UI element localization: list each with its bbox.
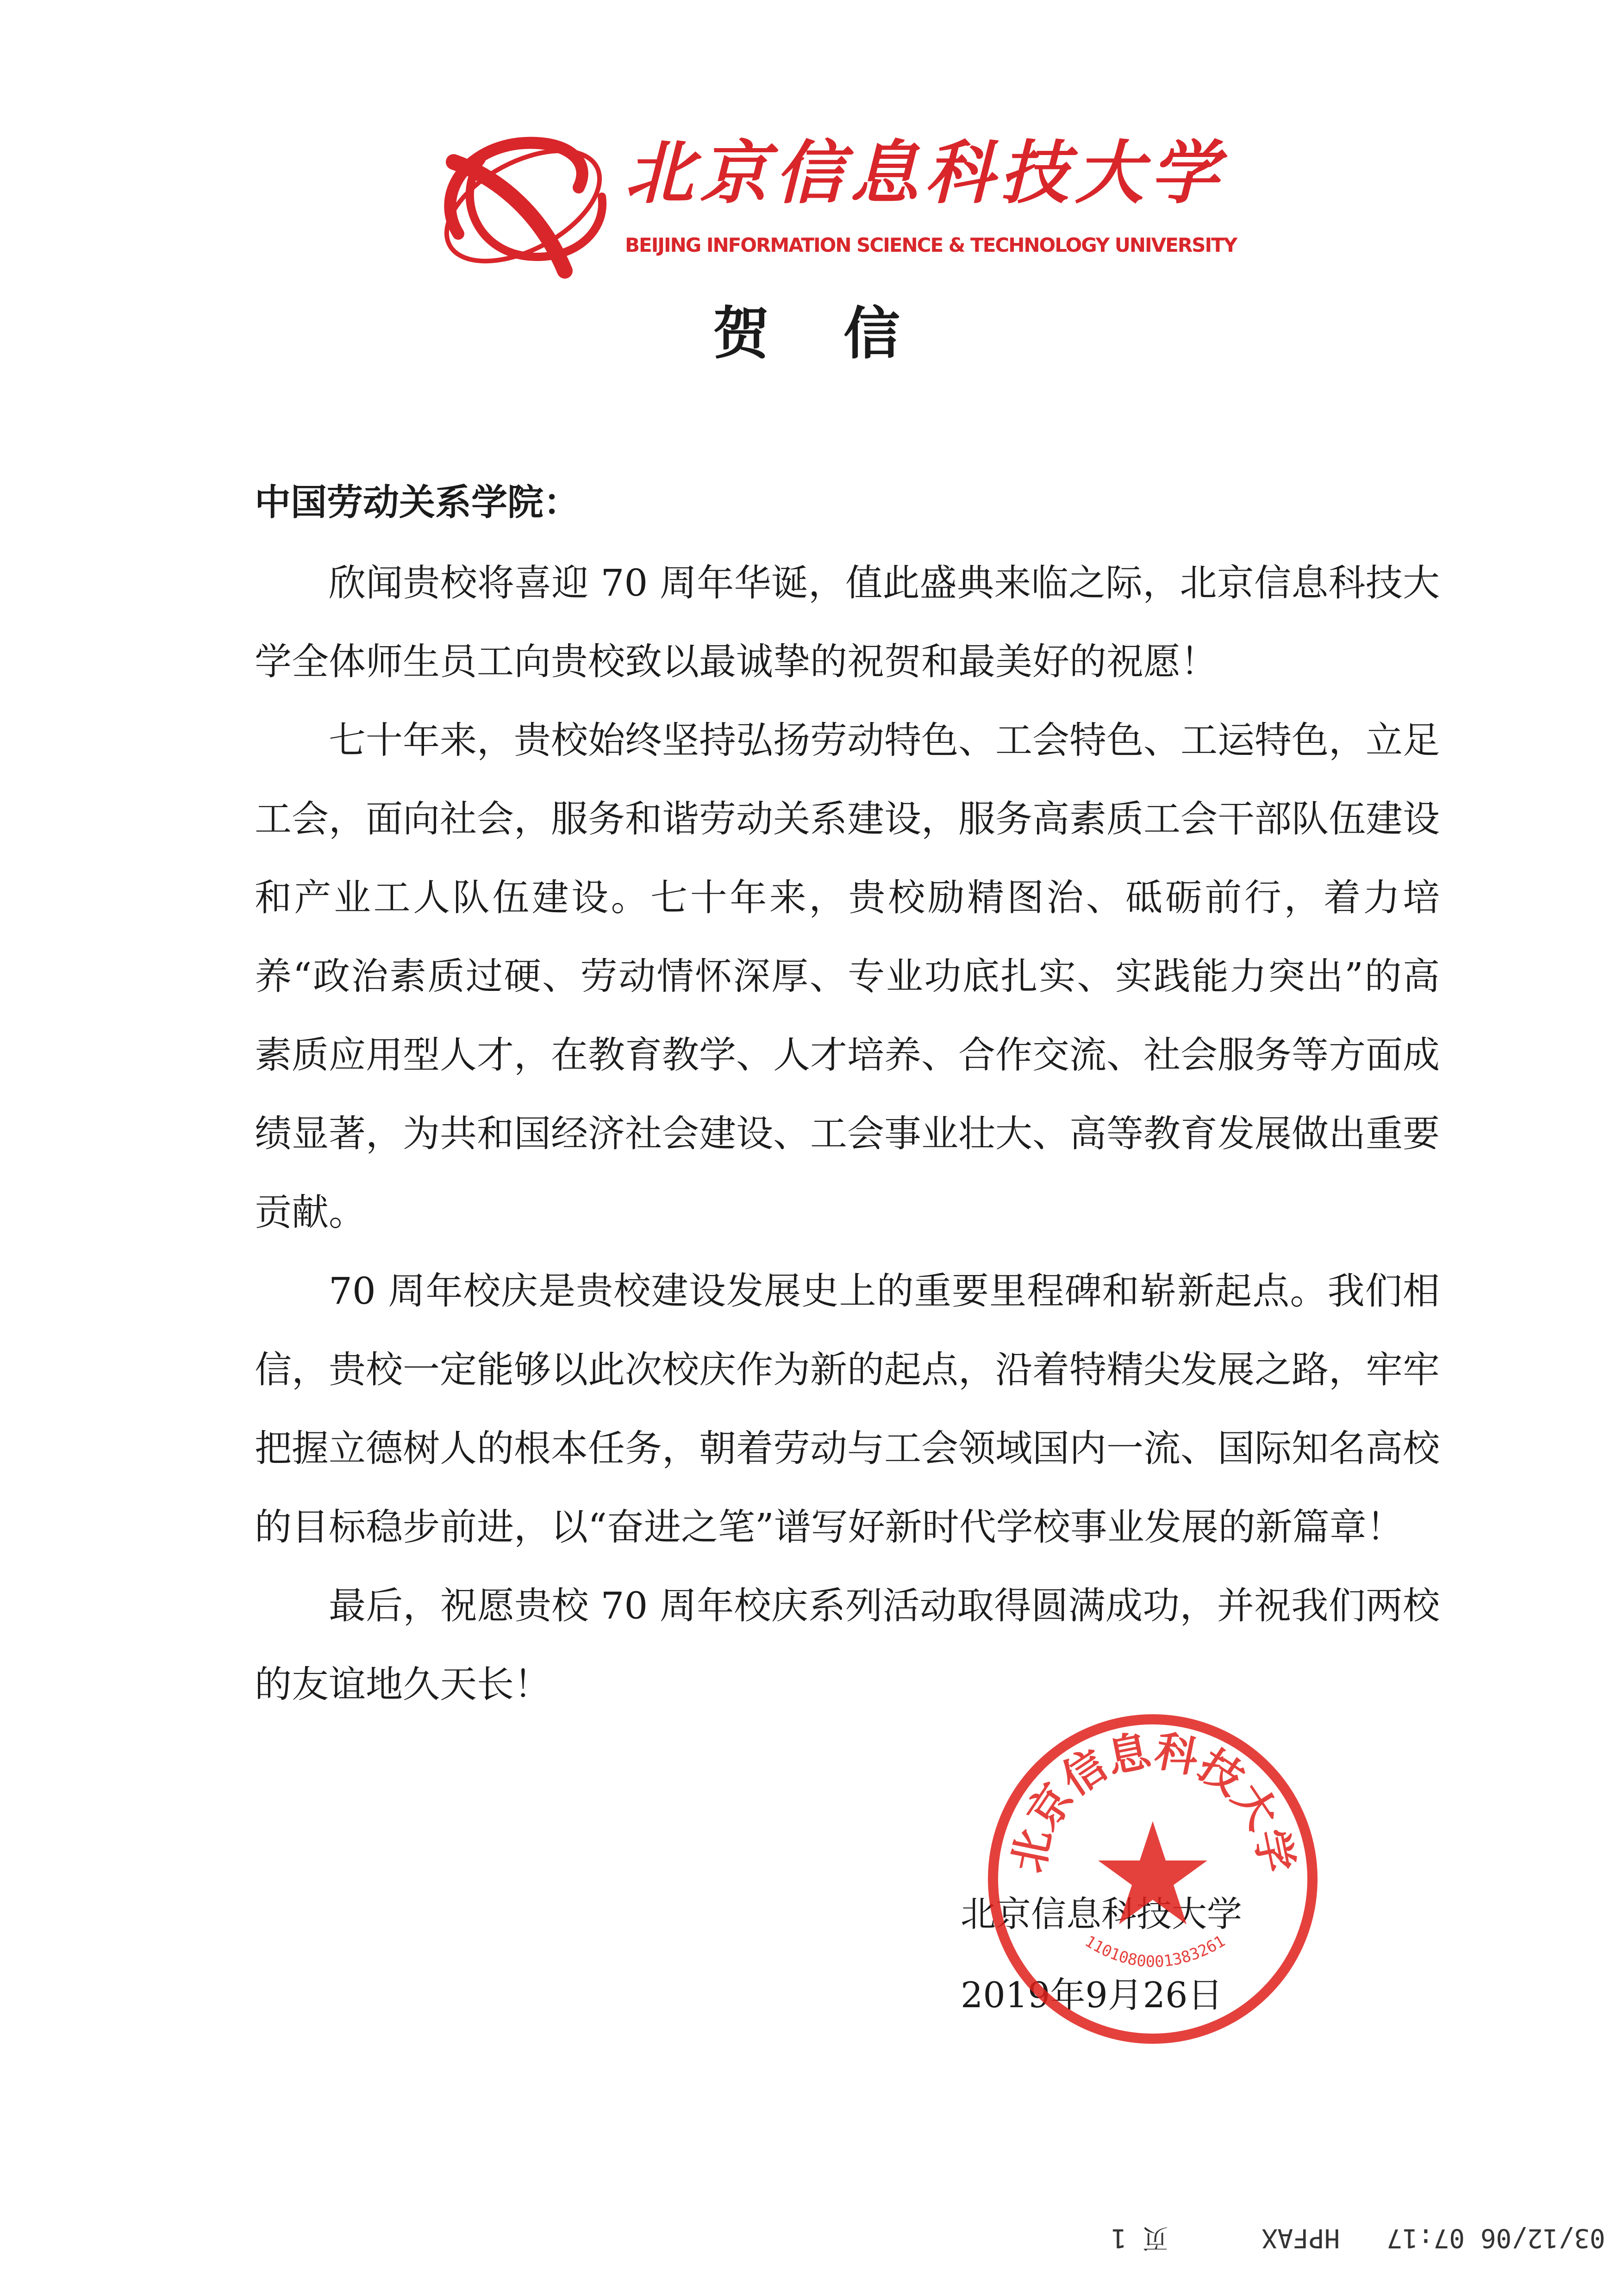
salutation: 中国劳动关系学院： bbox=[255, 482, 580, 523]
fax-header-text: 03/12/06 07:17 HPFAX 页 1 bbox=[1111, 2223, 1605, 2253]
university-name-cn: 北京信息科技大学 bbox=[625, 133, 1225, 213]
sign-date: 2019年9月26日 bbox=[961, 1974, 1223, 2016]
svg-text:1101080001383261 bbox=[1081, 1932, 1228, 1971]
seal-number: 1101080001383261 bbox=[1081, 1932, 1229, 1972]
paragraph: 欣闻贵校将喜迎 70 周年华诞，值此盛典来临之际，北京信息科技大学全体师生员工向贵校致以最诚挚的祝贺和最美好的祝愿！ bbox=[255, 561, 1440, 683]
paragraph: 70 周年校庆是贵校建设发展史上的重要里程碑和崭新起点。我们相信，贵校一定能够以此次校庆作为新的起点，沿着特精尖发展之路，牢牢把握立德树人的根本任务，朝着劳动与工会领域国内一流、国际知名高校的目标稳步前进，以“奋进之笔”谱写好新时代学校事业发展的新篇章！ bbox=[255, 1269, 1440, 1549]
letter-body bbox=[255, 544, 1440, 1724]
official-seal-icon bbox=[977, 1703, 1329, 2055]
paragraph: 七十年来，贵校始终坚持弘扬劳动特色、工会特色、工运特色，立足工会，面向社会，服务和谐劳动关系建设，服务高素质工会干部队伍建设和产业工人队伍建设。七十年来，贵校励精图治、砥砺前行，着力培养“政治素质过硬、劳动情怀深厚、专业功底扎实、实践能力突出”的高素质应用型人才，在教育教学、人才培养、合作交流、社会服务等方面成绩显著，为共和国经济社会建设、工会事业壮大、高等教育发展做出重要贡献。 bbox=[255, 719, 1440, 1234]
paragraph: 最后，祝愿贵校 70 周年校庆系列活动取得圆满成功，并祝我们两校的友谊地久天长！ bbox=[255, 1584, 1440, 1706]
signature: 北京信息科技大学 bbox=[961, 1893, 1242, 1935]
seal-text: 北京信息科技大学 bbox=[1003, 1725, 1302, 1877]
university-logo-icon bbox=[426, 118, 620, 294]
university-name-en: BEIJING INFORMATION SCIENCE & TECHNOLOGY UNIVERSITY bbox=[625, 234, 1237, 256]
letter-title: 贺信 bbox=[713, 301, 974, 367]
